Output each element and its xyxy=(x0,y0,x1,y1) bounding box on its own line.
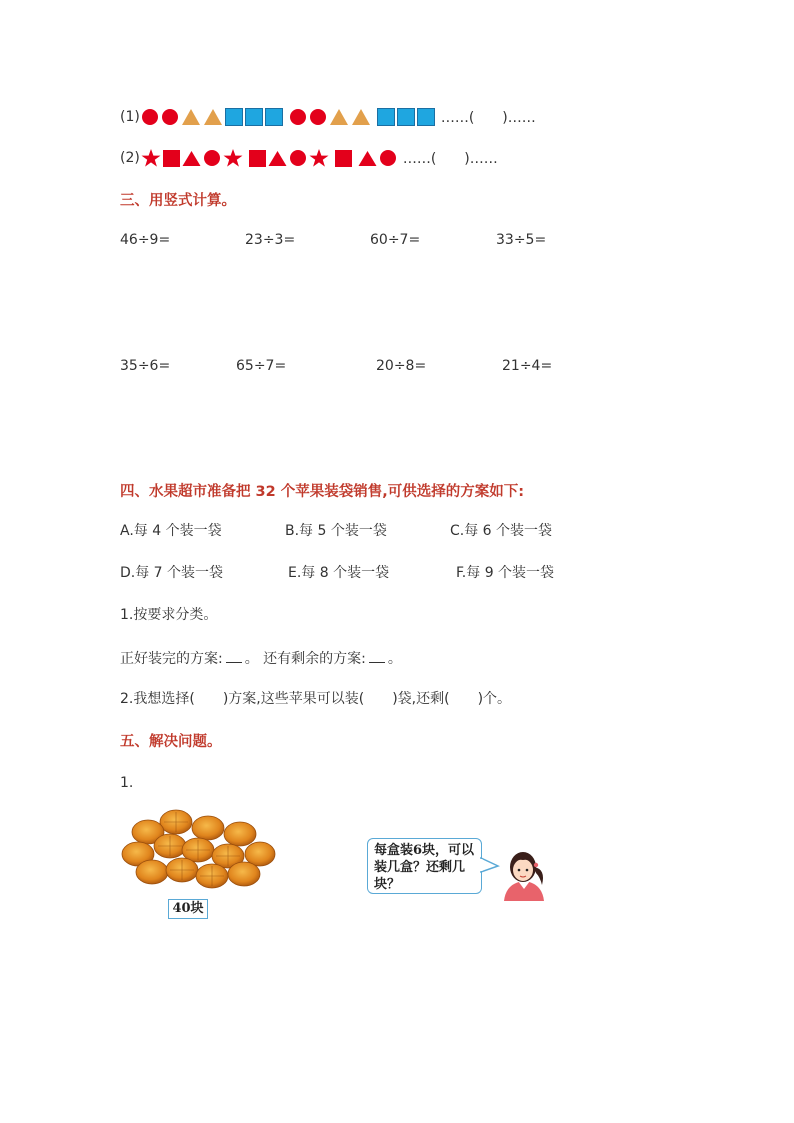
red-circle-icon xyxy=(161,108,179,126)
blue-square-icon xyxy=(225,108,243,126)
pattern-row-2-label: (2) xyxy=(120,150,140,166)
red-triangle-icon xyxy=(182,150,201,167)
red-circle-icon xyxy=(203,149,221,167)
pattern-row-1-blank: ……( )…… xyxy=(440,110,536,126)
blue-square-icon xyxy=(245,108,263,126)
division-problem: 60÷7= xyxy=(370,232,421,248)
answer-blank[interactable] xyxy=(226,648,242,663)
division-problem: 65÷7= xyxy=(236,358,287,374)
red-circle-icon xyxy=(379,149,397,167)
option-c: C.每 6 个装一袋 xyxy=(450,523,553,539)
section-5-heading: 五、解决问题。 xyxy=(120,734,222,750)
red-square-icon xyxy=(249,150,266,167)
red-triangle-icon xyxy=(268,150,287,167)
division-problem: 21÷4= xyxy=(502,358,553,374)
red-star-icon xyxy=(309,148,329,168)
option-e: E.每 8 个装一袋 xyxy=(288,565,390,581)
blue-square-icon xyxy=(397,108,415,126)
option-b: B.每 5 个装一袋 xyxy=(285,523,387,539)
division-problem: 46÷9= xyxy=(120,232,171,248)
exact-fit-label: 正好装完的方案: xyxy=(120,651,223,667)
division-problem: 33÷5= xyxy=(496,232,547,248)
blue-square-icon xyxy=(265,108,283,126)
orange-triangle-icon xyxy=(203,108,223,126)
red-square-icon xyxy=(163,150,180,167)
pattern-row-1-label: (1) xyxy=(120,109,140,125)
speech-bubble: 每盒装6块，可以装几盒？还剩几块？ xyxy=(367,838,482,894)
remainder-label: 。 还有剩余的方案: xyxy=(244,651,366,667)
orange-triangle-icon xyxy=(351,108,371,126)
blue-square-icon xyxy=(377,108,395,126)
section-3-heading: 三、用竖式计算。 xyxy=(120,193,236,209)
red-triangle-icon xyxy=(358,150,377,167)
red-star-icon xyxy=(223,148,243,168)
red-circle-icon xyxy=(309,108,327,126)
classification-line xyxy=(120,648,402,668)
red-circle-icon xyxy=(289,149,307,167)
red-circle-icon xyxy=(289,108,307,126)
section-4-heading: 四、水果超市准备把 32 个苹果装袋销售,可供选择的方案如下: xyxy=(120,484,525,500)
bread-count-tag: 40块 xyxy=(168,899,208,919)
answer-blank[interactable] xyxy=(369,648,385,663)
line-end: 。 xyxy=(387,651,402,667)
bread-pile-image xyxy=(118,808,278,898)
red-circle-icon xyxy=(141,108,159,126)
option-a: A.每 4 个装一袋 xyxy=(120,523,222,539)
option-f: F.每 9 个装一袋 xyxy=(456,565,555,581)
pattern-row-2-blank: ……( )…… xyxy=(402,151,498,167)
division-problem: 20÷8= xyxy=(376,358,427,374)
question-2: 2.我想选择( )方案,这些苹果可以装( )袋,还剩( )个。 xyxy=(120,691,512,707)
girl-avatar xyxy=(496,843,552,903)
pattern-row-1 xyxy=(120,106,536,128)
orange-triangle-icon xyxy=(181,108,201,126)
question-1: 1.按要求分类。 xyxy=(120,607,218,623)
blue-square-icon xyxy=(417,108,435,126)
option-d: D.每 7 个装一袋 xyxy=(120,565,224,581)
division-problem: 35÷6= xyxy=(120,358,171,374)
red-square-icon xyxy=(335,150,352,167)
division-problem: 23÷3= xyxy=(245,232,296,248)
red-star-icon xyxy=(141,148,161,168)
orange-triangle-icon xyxy=(329,108,349,126)
item-number: 1. xyxy=(120,775,134,791)
pattern-row-2 xyxy=(120,147,498,169)
